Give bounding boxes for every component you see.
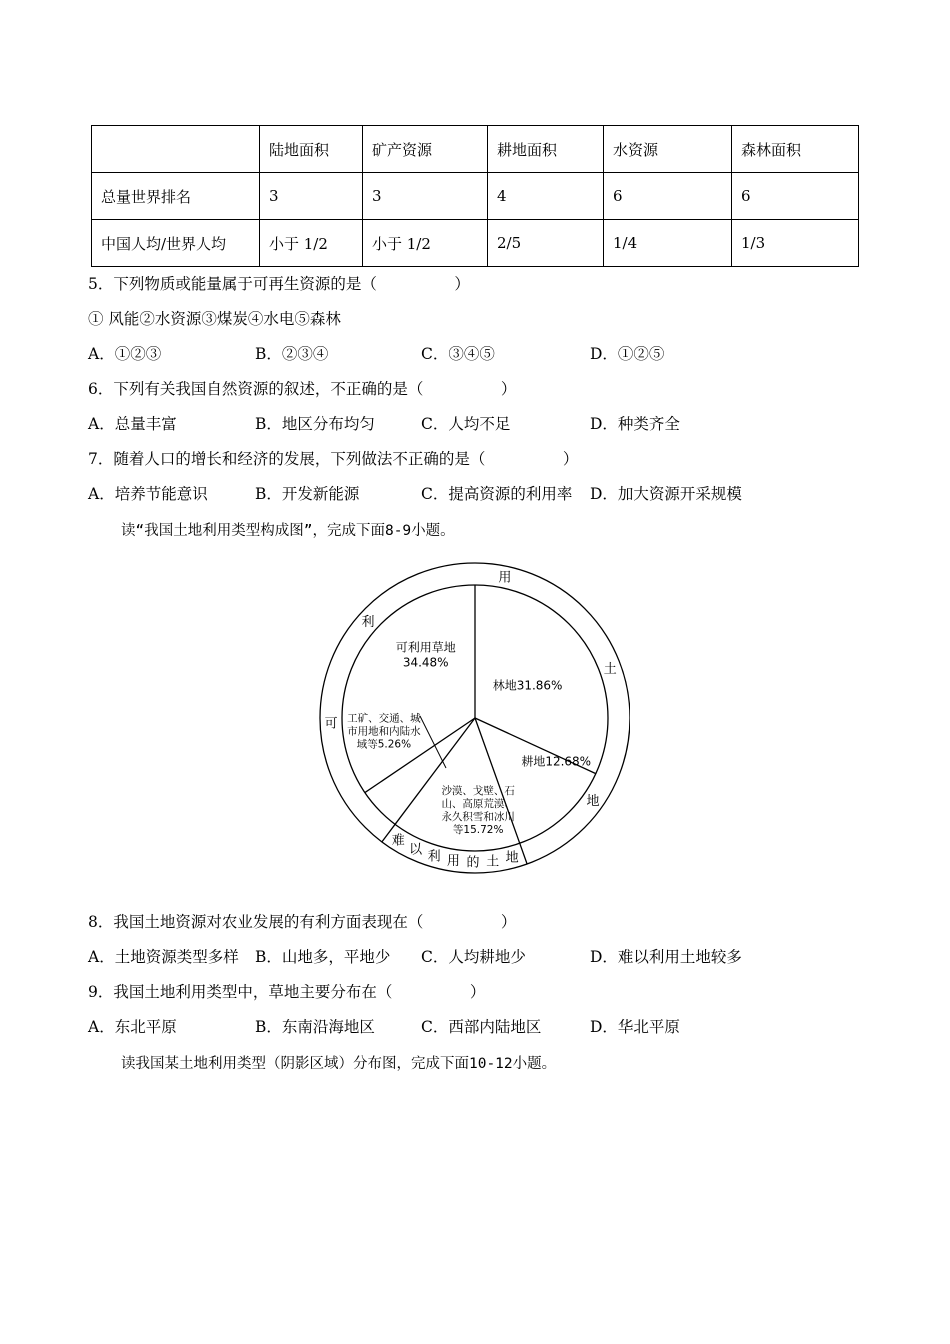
ring-char-unusable: 的 [466, 855, 480, 871]
question-9-option-d[interactable]: D．华北平原 [590, 1018, 680, 1036]
ring-char-usable: 土 [603, 662, 617, 678]
intro-10-12: 读我国某土地利用类型（阴影区域）分布图，完成下面10-12小题。 [121, 1056, 557, 1072]
question-5-stem: 5．下列物质或能量属于可再生资源的是（ ） [88, 275, 470, 293]
question-6-option-c[interactable]: C．人均不足 [421, 415, 511, 433]
pie-slice-label: 沙漠、戈壁、石山、高原荒漠、永久积雪和冰川等15.72% [441, 785, 515, 837]
question-5-items: ① 风能②水资源③煤炭④水电⑤森林 [88, 310, 341, 328]
question-7-option-c[interactable]: C．提高资源的利用率 [421, 485, 573, 503]
pie-slice-label: 耕地12.68% [521, 754, 592, 769]
pie-slice-label: 工矿、交通、城市用地和内陆水域等5.26% [347, 712, 421, 751]
question-5-option-b[interactable]: B．②③④ [255, 345, 329, 363]
ring-char-unusable: 以 [409, 842, 423, 858]
land-use-pie-chart [300, 553, 630, 888]
table-cell: 中国人均/世界人均 [92, 220, 260, 267]
table-header-row [92, 126, 859, 173]
ring-char-unusable: 地 [505, 850, 519, 866]
table-cell: 1/4 [604, 220, 732, 267]
question-5-option-a[interactable]: A．①②③ [88, 345, 162, 363]
question-9-stem: 9．我国土地利用类型中，草地主要分布在（ ） [88, 983, 486, 1001]
question-5-option-d[interactable]: D．①②⑤ [590, 345, 665, 363]
question-8-option-c[interactable]: C．人均耕地少 [421, 948, 526, 966]
question-6-option-b[interactable]: B．地区分布均匀 [255, 415, 375, 433]
table-cell: 2/5 [488, 220, 604, 267]
question-7-option-d[interactable]: D．加大资源开采规模 [590, 485, 742, 503]
question-7-option-b[interactable]: B．开发新能源 [255, 485, 360, 503]
table-cell: 小于 1/2 [260, 220, 363, 267]
question-9-option-b[interactable]: B．东南沿海地区 [255, 1018, 375, 1036]
table-header-cell: 矿产资源 [363, 126, 488, 173]
pie-slice-label: 可利用草地 34.48% [395, 640, 456, 670]
intro-8-9: 读“我国土地利用类型构成图”，完成下面8-9小题。 [121, 523, 455, 539]
question-9-option-a[interactable]: A．东北平原 [88, 1018, 177, 1036]
question-7-option-a[interactable]: A．培养节能意识 [88, 485, 208, 503]
table-cell: 3 [260, 173, 363, 220]
ring-char-unusable: 难 [391, 833, 405, 849]
ring-char-unusable: 土 [486, 854, 500, 870]
ring-char-usable: 利 [361, 615, 375, 631]
question-7-stem: 7．随着人口的增长和经济的发展，下列做法不正确的是（ ） [88, 450, 579, 468]
table-cell: 6 [604, 173, 732, 220]
table-header-cell [92, 126, 260, 173]
ring-char-usable: 地 [586, 794, 600, 810]
table-header-cell: 水资源 [604, 126, 732, 173]
question-9-option-c[interactable]: C．西部内陆地区 [421, 1018, 542, 1036]
table-row [92, 220, 859, 267]
table-cell: 6 [732, 173, 859, 220]
ring-char-unusable: 用 [446, 853, 460, 869]
table-header-cell: 森林面积 [732, 126, 859, 173]
pie-slice-label: 林地31.86% [492, 678, 563, 693]
question-6-option-d[interactable]: D．种类齐全 [590, 415, 680, 433]
table-header-cell: 耕地面积 [488, 126, 604, 173]
resource-table [91, 125, 859, 267]
table-header-cell: 陆地面积 [260, 126, 363, 173]
table-cell: 小于 1/2 [363, 220, 488, 267]
question-8-option-a[interactable]: A．土地资源类型多样 [88, 948, 239, 966]
table-row [92, 173, 859, 220]
table-cell: 4 [488, 173, 604, 220]
leader-line [420, 716, 446, 768]
question-6-option-a[interactable]: A．总量丰富 [88, 415, 177, 433]
ring-char-usable: 可 [324, 716, 338, 732]
question-6-stem: 6．下列有关我国自然资源的叙述，不正确的是（ ） [88, 380, 517, 398]
table-cell: 3 [363, 173, 488, 220]
ring-char-unusable: 利 [427, 849, 441, 865]
question-5-option-c[interactable]: C．③④⑤ [421, 345, 495, 363]
question-8-stem: 8．我国土地资源对农业发展的有利方面表现在（ ） [88, 913, 517, 931]
ring-divider [520, 843, 527, 864]
question-8-option-b[interactable]: B．山地多，平地少 [255, 948, 391, 966]
table-cell: 1/3 [732, 220, 859, 267]
table-cell: 总量世界排名 [92, 173, 260, 220]
question-8-option-d[interactable]: D．难以利用土地较多 [590, 948, 742, 966]
ring-char-usable: 用 [498, 570, 512, 586]
